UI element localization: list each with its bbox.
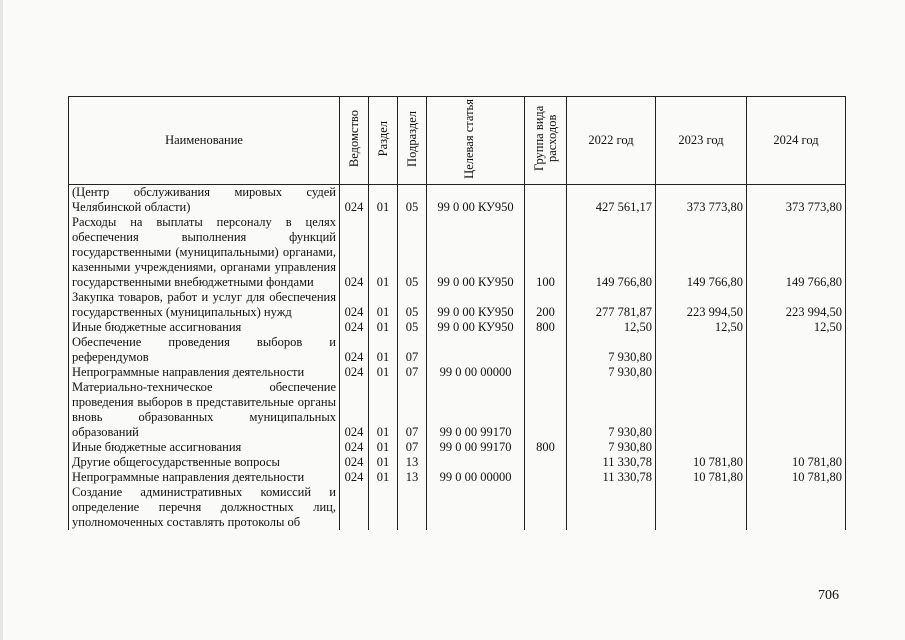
table-row [69, 455, 846, 470]
row-2022: 149 766,80 [567, 215, 656, 290]
row-2023: 12,50 [656, 320, 747, 335]
row-target: 99 0 00 99170 [427, 380, 525, 440]
row-section: 01 [369, 380, 398, 440]
row-subsection: 05 [398, 320, 427, 335]
header-section: Раздел [369, 97, 398, 185]
row-dept: 024 [340, 215, 369, 290]
row-subsection [398, 485, 427, 530]
row-name: Создание административных комиссий и определение перечня должностных лиц, уполномоченных составлять протоколы об [69, 485, 340, 530]
row-subsection: 13 [398, 470, 427, 485]
row-2024: 10 781,80 [747, 455, 846, 470]
row-2024 [747, 365, 846, 380]
page-edge-shadow [0, 0, 3, 640]
row-2022: 427 561,17 [567, 185, 656, 216]
row-dept [340, 485, 369, 530]
row-subsection: 05 [398, 215, 427, 290]
row-2022: 11 330,78 [567, 470, 656, 485]
row-target: 99 0 00 КУ950 [427, 185, 525, 216]
row-group [525, 185, 567, 216]
row-name: Иные бюджетные ассигнования [69, 440, 340, 455]
row-name: Закупка товаров, работ и услуг для обеспечения государственных (муниципальных) нужд [69, 290, 340, 320]
table-row [69, 380, 846, 440]
table-row [69, 335, 846, 365]
row-dept: 024 [340, 455, 369, 470]
row-2024 [747, 380, 846, 440]
row-2022: 7 930,80 [567, 440, 656, 455]
table-row [69, 215, 846, 290]
row-group: 100 [525, 215, 567, 290]
row-2024: 12,50 [747, 320, 846, 335]
row-2023: 10 781,80 [656, 455, 747, 470]
row-name: Иные бюджетные ассигнования [69, 320, 340, 335]
table-row [69, 185, 846, 216]
row-target: 99 0 00 КУ950 [427, 320, 525, 335]
row-group [525, 380, 567, 440]
table-header-row [69, 97, 846, 185]
row-target: 99 0 00 00000 [427, 470, 525, 485]
row-subsection: 07 [398, 335, 427, 365]
row-2024: 223 994,50 [747, 290, 846, 320]
row-group: 200 [525, 290, 567, 320]
row-2022 [567, 485, 656, 530]
row-subsection: 05 [398, 290, 427, 320]
row-group [525, 335, 567, 365]
row-name: Обеспечение проведения выборов и референдумов [69, 335, 340, 365]
row-target: 99 0 00 КУ950 [427, 290, 525, 320]
row-target: 99 0 00 00000 [427, 365, 525, 380]
row-2023: 10 781,80 [656, 470, 747, 485]
table-row [69, 470, 846, 485]
header-subsection: Подраздел [398, 97, 427, 185]
row-dept: 024 [340, 335, 369, 365]
row-section: 01 [369, 335, 398, 365]
row-name: Другие общегосударственные вопросы [69, 455, 340, 470]
row-dept: 024 [340, 440, 369, 455]
row-2024 [747, 335, 846, 365]
row-dept: 024 [340, 470, 369, 485]
row-2022: 7 930,80 [567, 335, 656, 365]
row-2022: 7 930,80 [567, 380, 656, 440]
row-2024 [747, 485, 846, 530]
row-subsection: 07 [398, 380, 427, 440]
row-section: 01 [369, 320, 398, 335]
row-2024: 149 766,80 [747, 215, 846, 290]
row-dept: 024 [340, 365, 369, 380]
row-group: 800 [525, 320, 567, 335]
header-target-item: Целевая статья [427, 97, 525, 185]
header-department: Ведомство [340, 97, 369, 185]
row-section: 01 [369, 440, 398, 455]
row-2023: 373 773,80 [656, 185, 747, 216]
row-dept: 024 [340, 185, 369, 216]
row-name: (Центр обслуживания мировых судей Челябинской области) [69, 185, 340, 216]
row-target [427, 485, 525, 530]
table-row [69, 440, 846, 455]
row-target: 99 0 00 КУ950 [427, 215, 525, 290]
header-2022: 2022 год [567, 97, 656, 185]
row-subsection: 05 [398, 185, 427, 216]
row-2024: 373 773,80 [747, 185, 846, 216]
row-section: 01 [369, 185, 398, 216]
row-subsection: 13 [398, 455, 427, 470]
row-2023 [656, 440, 747, 455]
row-group [525, 365, 567, 380]
row-2022: 7 930,80 [567, 365, 656, 380]
row-2022: 277 781,87 [567, 290, 656, 320]
row-dept: 024 [340, 380, 369, 440]
row-name: Непрограммные направления деятельности [69, 365, 340, 380]
row-section: 01 [369, 365, 398, 380]
table-row [69, 485, 846, 530]
row-target: 99 0 00 99170 [427, 440, 525, 455]
row-2023: 149 766,80 [656, 215, 747, 290]
header-2023: 2023 год [656, 97, 747, 185]
row-section: 01 [369, 290, 398, 320]
row-section [369, 485, 398, 530]
row-group [525, 455, 567, 470]
row-name: Материально-техническое обеспечение проведения выборов в представительные органы вновь образованных муниципальных образований [69, 380, 340, 440]
row-2023 [656, 380, 747, 440]
header-expense-group: Группа вида расходов [525, 97, 567, 185]
row-section: 01 [369, 455, 398, 470]
table-row [69, 290, 846, 320]
row-subsection: 07 [398, 365, 427, 380]
table-row [69, 320, 846, 335]
row-2023 [656, 335, 747, 365]
row-subsection: 07 [398, 440, 427, 455]
row-section: 01 [369, 470, 398, 485]
row-dept: 024 [340, 320, 369, 335]
row-2024: 10 781,80 [747, 470, 846, 485]
row-group [525, 470, 567, 485]
row-target [427, 335, 525, 365]
row-2023 [656, 485, 747, 530]
header-2024: 2024 год [747, 97, 846, 185]
table-row [69, 365, 846, 380]
header-name: Наименование [69, 97, 340, 185]
row-2023: 223 994,50 [656, 290, 747, 320]
row-section: 01 [369, 215, 398, 290]
row-2024 [747, 440, 846, 455]
budget-table [68, 96, 846, 530]
row-group: 800 [525, 440, 567, 455]
row-name: Расходы на выплаты персоналу в целях обеспечения выполнения функций государственными (муниципальными) органами, казенными учреждениями, органами управления государственными внебюджетными фондами [69, 215, 340, 290]
row-group [525, 485, 567, 530]
row-2022: 11 330,78 [567, 455, 656, 470]
page-number: 706 [818, 588, 839, 603]
row-dept: 024 [340, 290, 369, 320]
row-2022: 12,50 [567, 320, 656, 335]
row-2023 [656, 365, 747, 380]
row-target [427, 455, 525, 470]
row-name: Непрограммные направления деятельности [69, 470, 340, 485]
